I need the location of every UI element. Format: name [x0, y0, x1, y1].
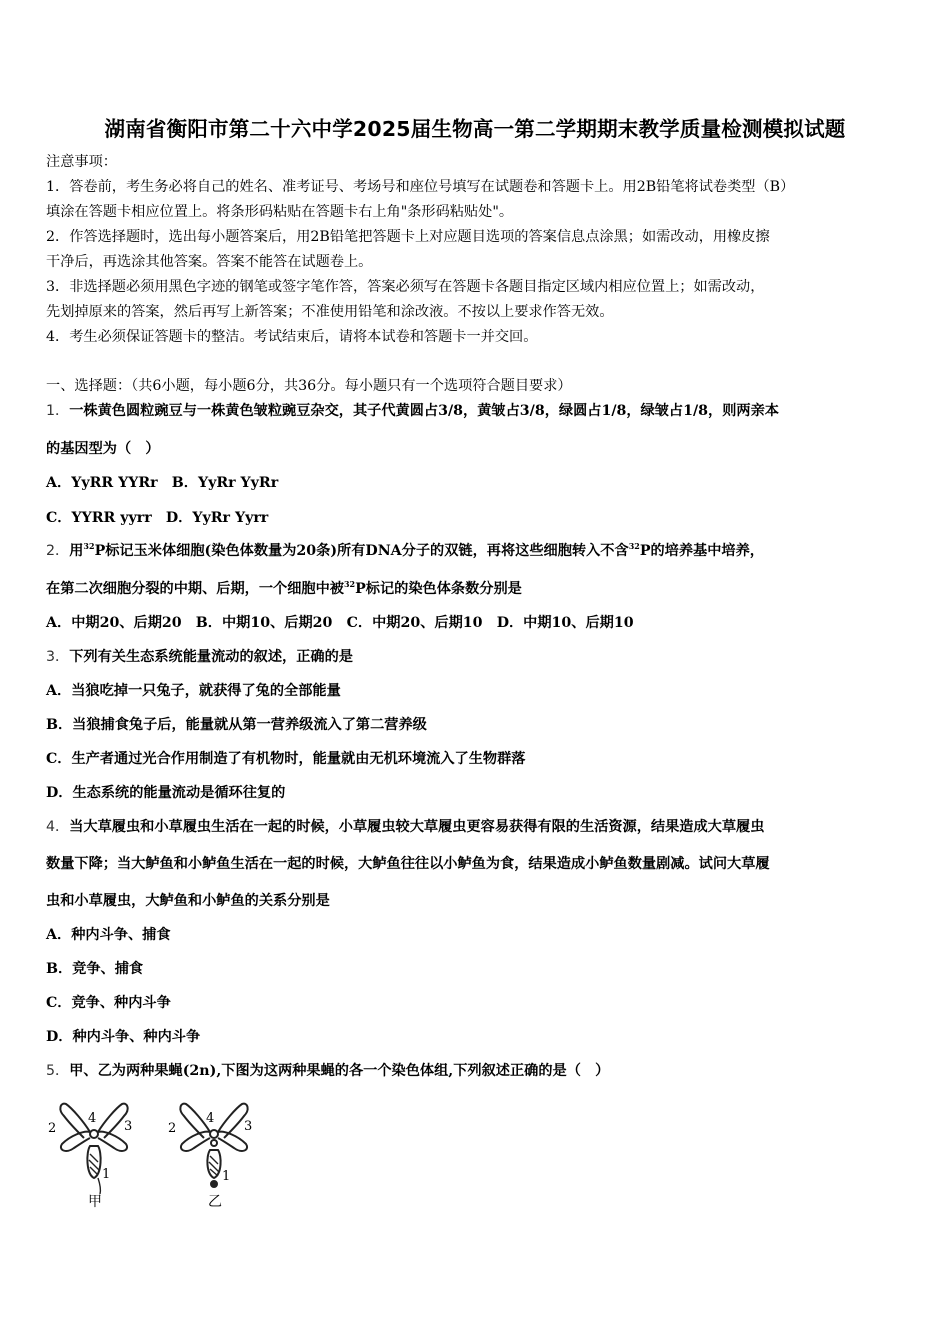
notice-heading: 注意事项：: [46, 154, 117, 170]
page-title: 湖南省衡阳市第二十六中学2025届生物高一第二学期期末教学质量检测模拟试题: [104, 117, 846, 141]
chromosome-3-right-arm: [218, 1132, 247, 1151]
question-4-option-d: D．种内斗争、种内斗争: [46, 1029, 201, 1045]
chromosome-2-left: [60, 1104, 90, 1138]
question-4-stem-cont: 虫和小草履虫，大鲈鱼和小鲈鱼的关系分别是: [46, 893, 330, 909]
chromosome-4-dot-2: [211, 1140, 217, 1146]
question-1-options-cd: C．YYRR yyrr D．YyRr Yyrr: [46, 510, 269, 526]
notice-line: 3．非选择题必须用黑色字迹的钢笔或签字笔作答，答案必须写在答题卡各题目指定区域内相应位置上；如需改动，: [46, 279, 765, 295]
question-5-stem: 5．甲、乙为两种果蝇(2n),下图为这两种果蝇的各一个染色体组,下列叙述正确的是（ ）: [46, 1063, 610, 1079]
question-2-stem-cont: 在第二次细胞分裂的中期、后期，一个细胞中被$^{32}$P标记的染色体条数分别是: [46, 579, 522, 597]
label-1: 1: [102, 1167, 111, 1182]
label-3: 3: [244, 1119, 253, 1134]
question-1-options-ab: A．YyRR YYRr B．YyRr YyRr: [46, 475, 279, 491]
question-4-stem-cont: 数量下降；当大鲈鱼和小鲈鱼生活在一起的时候，大鲈鱼往往以小鲈鱼为食，结果造成小鲈鱼数量剧减。试问大草履: [46, 856, 770, 872]
question-number: 1．: [46, 403, 70, 419]
question-2-options: A．中期20、后期20 B．中期10、后期20 C．中期20、后期10 D．中期10、后期10: [46, 615, 634, 631]
notice-line: 干净后，再选涂其他答案。答案不能答在试题卷上。: [46, 254, 373, 270]
label-yi: 乙: [208, 1194, 222, 1210]
question-number: 2．: [46, 543, 70, 559]
notice-line: 1．答卷前，考生务必将自己的姓名、准考证号、考场号和座位号填写在试题卷和答题卡上。用2B铅笔将试卷类型（B）: [46, 179, 795, 195]
label-jia: 甲: [88, 1194, 102, 1210]
question-3-option-b: B．当狼捕食兔子后，能量就从第一营养级流入了第二营养级: [46, 717, 427, 733]
chromosome-4-dot: [90, 1130, 98, 1138]
notice-line: 填涂在答题卡相应位置上。将条形码粘贴在答题卡右上角"条形码粘贴处"。: [46, 204, 514, 220]
question-2-stem: 2．用$^{32}$P标记玉米体细胞(染色体数量为20条)所有DNA分子的双链，再将这些细胞转入不含$^{32}$P的培养基中培养，: [46, 541, 764, 559]
section-heading: 一、选择题：（共6小题，每小题6分，共36分。每小题只有一个选项符合题目要求）: [46, 378, 572, 394]
question-number: 5．: [46, 1063, 70, 1079]
label-2: 2: [168, 1121, 177, 1136]
question-number: 4．: [46, 819, 70, 835]
question-3-option-d: D．生态系统的能量流动是循环往复的: [46, 785, 286, 801]
question-4-option-b: B．竞争、捕食: [46, 961, 144, 977]
question-3-option-c: C．生产者通过光合作用制造了有机物时，能量就由无机环境流入了生物群落: [46, 751, 526, 767]
label-3: 3: [124, 1119, 133, 1134]
chromosome-4-dot: [210, 1130, 218, 1138]
question-3-stem: 3．下列有关生态系统能量流动的叙述，正确的是: [46, 649, 353, 665]
label-2: 2: [48, 1121, 57, 1136]
question-3-option-a: A．当狼吃掉一只兔子，就获得了兔的全部能量: [46, 683, 341, 699]
notice-line: 先划掉原来的答案，然后再写上新答案；不准使用铅笔和涂改液。不按以上要求作答无效。: [46, 304, 614, 320]
question-1-stem-cont: 的基因型为（ ）: [46, 441, 160, 457]
question-4-option-a: A．种内斗争、捕食: [46, 927, 171, 943]
notice-line: 4．考生必须保证答题卡的整洁。考试结束后，请将本试卷和答题卡一并交回。: [46, 329, 538, 345]
label-4: 4: [206, 1111, 215, 1126]
notice-line: 2．作答选择题时，选出每小题答案后，用2B铅笔把答题卡上对应题目选项的答案信息点涂黑；如需改动，用橡皮擦: [46, 229, 770, 245]
question-4-stem: 4．当大草履虫和小草履虫生活在一起的时候，小草履虫较大草履虫更容易获得有限的生活资源，结果造成大草履虫: [46, 819, 765, 835]
chromosome-1-x: [87, 1146, 100, 1178]
question-number: 3．: [46, 649, 70, 665]
question-4-option-c: C．竞争、种内斗争: [46, 995, 171, 1011]
label-4: 4: [88, 1111, 97, 1126]
label-1: 1: [222, 1169, 231, 1184]
chromosome-3-right-arm: [98, 1132, 127, 1151]
question-1-stem: 1．一株黄色圆粒豌豆与一株黄色皱粒豌豆杂交，其子代黄圆占3/8，黄皱占3/8，绿圆占1/8，绿皱占1/8，则两亲本: [46, 403, 779, 419]
chromosome-figure: [44, 1094, 284, 1212]
chromosome-2-left-arm: [61, 1132, 90, 1151]
chromosome-2-left-arm: [181, 1132, 210, 1151]
chromosome-1-x: [207, 1150, 220, 1178]
